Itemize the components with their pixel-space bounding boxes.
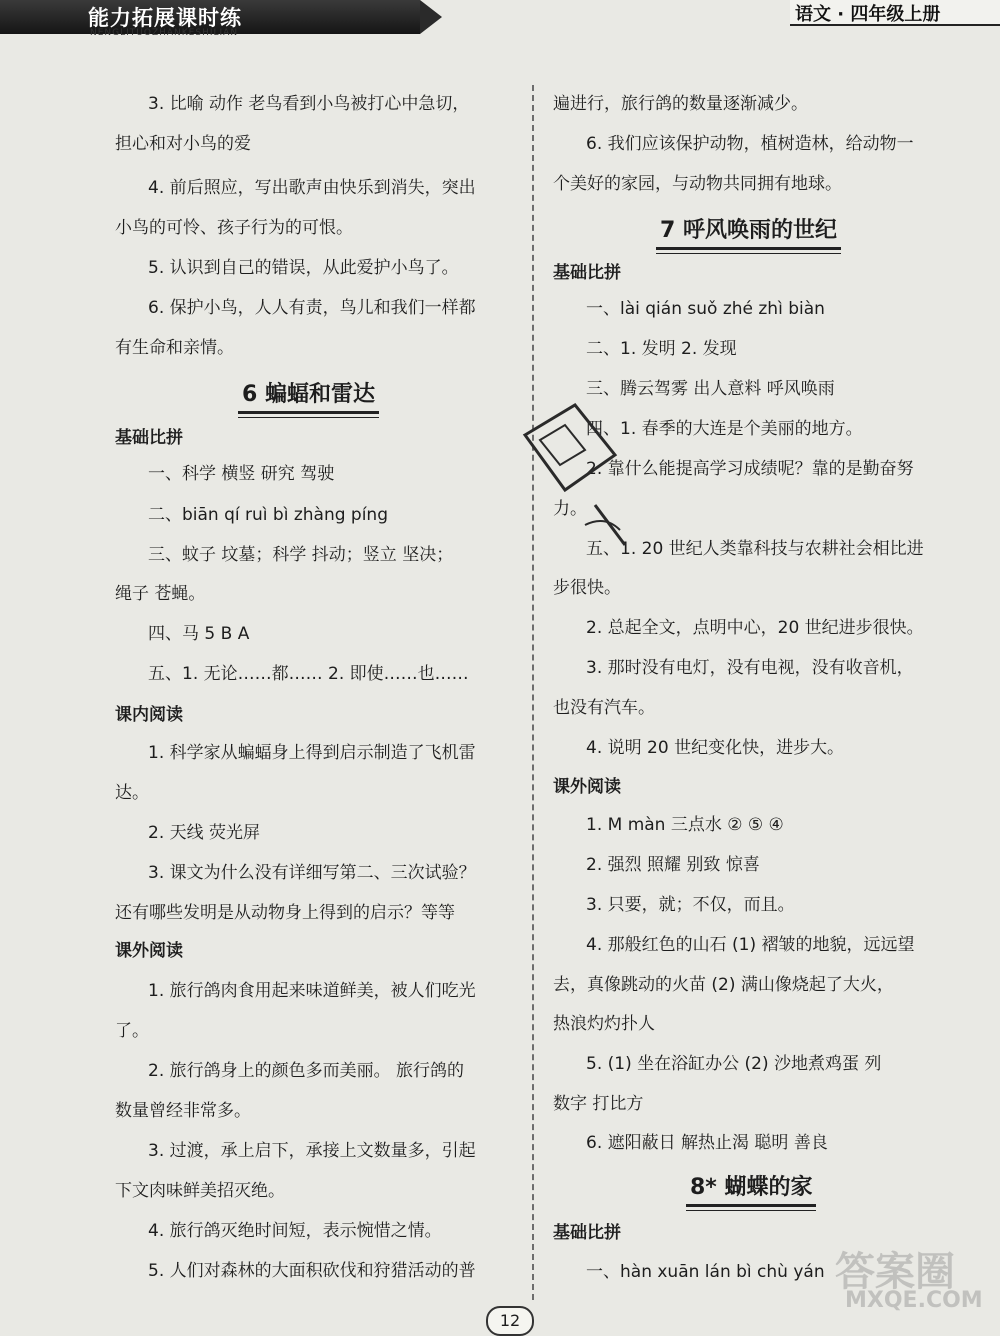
- page-header: [0, 0, 1000, 60]
- answer-line: 1. 旅行鸽肉食用起来味道鲜美，被人们吃光: [148, 981, 476, 1001]
- answer-line: 4. 旅行鸽灭绝时间短，表示惋惜之情。: [148, 1221, 442, 1241]
- answer-line: 去，真像跳动的火苗 (2) 满山像烧起了大火，: [553, 975, 894, 995]
- title-underline: [686, 1204, 816, 1207]
- answer-line: 五、1. 无论……都…… 2. 即使……也……: [148, 664, 469, 684]
- subsection-heading: 基础比拼: [553, 263, 621, 283]
- section-title-6: [242, 377, 375, 408]
- answer-line: 2. 靠什么能提高学习成绩呢？靠的是勤奋努: [586, 459, 914, 479]
- subject-label: 语文 · 四年级上册: [795, 4, 941, 25]
- title-underline: [656, 247, 841, 250]
- title-underline: [686, 1210, 816, 1211]
- answer-line: 一、lài qián suǒ zhé zhì biàn: [586, 299, 825, 319]
- book-subtitle: NENGLITUOZHANKESHILIAN: [90, 28, 239, 38]
- answer-line: 二、1. 发明 2. 发现: [586, 339, 737, 359]
- answer-line: 3. 课文为什么没有详细写第二、三次试验？: [148, 863, 476, 883]
- answer-line: 2. 旅行鸽身上的颜色多而美丽。 旅行鸽的: [148, 1061, 465, 1081]
- answer-line: 4. 前后照应，写出歌声由快乐到消失，突出: [148, 178, 476, 198]
- subsection-heading: 基础比拼: [115, 428, 183, 448]
- section-title-text: 7 呼风唤雨的世纪: [660, 218, 837, 243]
- answer-line: 5. (1) 坐在浴缸办公 (2) 沙地煮鸡蛋 列: [586, 1054, 882, 1074]
- answer-line: 2. 强烈 照耀 别致 惊喜: [586, 855, 760, 875]
- subsection-heading: 课外阅读: [115, 941, 183, 961]
- answer-line: 力。: [553, 499, 587, 519]
- answer-line: 一、hàn xuān lán bì chù yán: [586, 1262, 825, 1282]
- answer-line: 有生命和亲情。: [115, 338, 234, 358]
- answer-line: 3. 比喻 动作 老鸟看到小鸟被打心中急切，: [148, 94, 470, 114]
- answer-line: 五、1. 20 世纪人类靠科技与农耕社会相比进: [586, 539, 924, 559]
- title-underline: [238, 417, 379, 418]
- answer-line: 1. M màn 三点水 ② ⑤ ④: [586, 815, 784, 835]
- answer-line: 5. 认识到自己的错误，从此爱护小鸟了。: [148, 258, 459, 278]
- watermark-url: MXQE.COM: [845, 1288, 983, 1313]
- section-title-8: [690, 1170, 812, 1201]
- answer-line: 一、科学 横竖 研究 驾驶: [148, 464, 335, 484]
- stamp-mark: [505, 395, 645, 565]
- subsection-heading: 课内阅读: [115, 705, 183, 725]
- answer-line: 3. 那时没有电灯，没有电视，没有收音机，: [586, 658, 914, 678]
- answer-line: 4. 说明 20 世纪变化快，进步大。: [586, 738, 845, 758]
- pencil-tip-icon: [420, 0, 442, 34]
- answer-line: 3. 只要，就；不仅，而且。: [586, 895, 795, 915]
- answer-line: 绳子 苍蝇。: [115, 584, 206, 604]
- answer-line: 个美好的家园，与动物共同拥有地球。: [553, 174, 842, 194]
- answer-line: 2. 总起全文，点明中心，20 世纪进步很快。: [586, 618, 924, 638]
- answer-line: 6. 保护小鸟，人人有责，鸟儿和我们一样都: [148, 298, 476, 318]
- section-title-text: 8* 蝴蝶的家: [690, 1175, 813, 1200]
- subsection-heading: 课外阅读: [553, 777, 621, 797]
- answer-line: 担心和对小鸟的爱: [115, 134, 251, 154]
- section-title-7: [660, 213, 837, 244]
- answer-line: 三、腾云驾雾 出人意料 呼风唤雨: [586, 379, 835, 399]
- answer-line: 遍进行，旅行鸽的数量逐渐减少。: [553, 94, 808, 114]
- title-underline: [238, 411, 379, 414]
- subsection-heading: 基础比拼: [553, 1223, 621, 1243]
- page-number: 12: [486, 1306, 534, 1336]
- answer-line: 1. 科学家从蝙蝠身上得到启示制造了飞机雷: [148, 743, 476, 763]
- answer-line: 6. 遮阳蔽日 解热止渴 聪明 善良: [586, 1133, 828, 1153]
- title-underline: [656, 253, 841, 254]
- answer-line: 小鸟的可怜、孩子行为的可恨。: [115, 218, 353, 238]
- answer-line: 4. 那般红色的山石 (1) 褶皱的地貌，远远望: [586, 935, 915, 955]
- section-title-text: 6 蝙蝠和雷达: [242, 382, 375, 407]
- book-title: 能力拓展课时练: [88, 6, 242, 30]
- answer-line: 数字 打比方: [553, 1094, 644, 1114]
- answer-line: 四、马 5 B A: [148, 624, 250, 644]
- answer-line: 数量曾经非常多。: [115, 1101, 251, 1121]
- answer-line: 也没有汽车。: [553, 698, 655, 718]
- answer-line: 2. 天线 荧光屏: [148, 823, 261, 843]
- answer-line: 3. 过渡，承上启下，承接上文数量多，引起: [148, 1141, 476, 1161]
- answer-line: 三、蚊子 坟墓；科学 抖动；竖立 坚决；: [148, 545, 454, 565]
- answer-line: 热浪灼灼扑人: [553, 1014, 655, 1034]
- watermark-logo: 答案圈: [835, 1249, 955, 1295]
- answer-line: 了。: [115, 1021, 149, 1041]
- answer-line: 步很快。: [553, 578, 621, 598]
- answer-line: 6. 我们应该保护动物，植树造林，给动物一: [586, 134, 914, 154]
- answer-line: 四、1. 春季的大连是个美丽的地方。: [586, 419, 863, 439]
- answer-line: 达。: [115, 783, 149, 803]
- answer-line: 二、biān qí ruì bì zhàng píng: [148, 505, 389, 525]
- answer-line: 5. 人们对森林的大面积砍伐和狩猎活动的普: [148, 1261, 476, 1281]
- column-divider: [532, 85, 534, 1300]
- answer-line: 下文肉味鲜美招灭绝。: [115, 1181, 285, 1201]
- answer-line: 还有哪些发明是从动物身上得到的启示？等等: [115, 903, 455, 923]
